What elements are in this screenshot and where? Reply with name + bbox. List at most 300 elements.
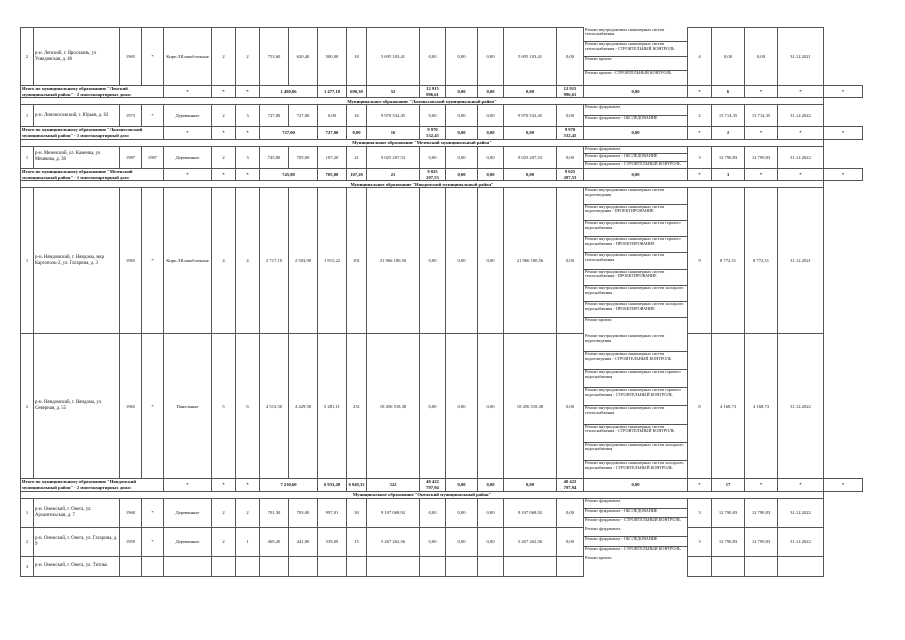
- house-s3: 500,00: [318, 28, 347, 86]
- subtotal-area-total: 727,00: [260, 127, 318, 139]
- work-type-item: Ремонт внутридомовых инженерных систем холодного водоснабжения: [584, 286, 687, 302]
- house-u1: 0,00: [712, 28, 745, 86]
- house-c4: 0,00: [478, 105, 504, 127]
- house-date: 31.12.2022: [778, 105, 824, 127]
- municipality-title: Муниципальное образование "Няндомский муниципальный район": [21, 181, 824, 188]
- house-mat: Кирп./Шлакоблочные: [164, 188, 212, 334]
- house-y1: 1987: [120, 146, 142, 168]
- subtotal-area-total: 7 230,60: [260, 479, 318, 491]
- work-type-item: Ремонт внутридомовых инженерных систем водоотведения: [584, 334, 687, 352]
- subtotal-c4: 0,00: [504, 127, 557, 139]
- house-date: 31.12.2022: [778, 498, 824, 527]
- house-res: 231: [347, 334, 367, 479]
- subtotal-u2: *: [778, 86, 824, 98]
- house-c3: 0,00: [446, 146, 478, 168]
- house-c3: 0,00: [446, 188, 478, 334]
- subtotal-c6: 0,00: [584, 127, 688, 139]
- subtotal-c4: 0,00: [504, 86, 557, 98]
- house-c2: 0,00: [420, 188, 446, 334]
- house-y2: *: [142, 334, 164, 479]
- house-date: 31.12.2022: [778, 527, 824, 556]
- work-type-item: Ремонт внутридомовых инженерных систем холодного водоснабжения - СТРОИТЕЛЬНЫЙ КОНТРОЛЬ: [585, 460, 684, 470]
- house-u2: 12 790,83: [745, 498, 778, 527]
- house-fl: 2: [212, 28, 236, 86]
- work-type-item: Ремонт внутридомовых инженерных систем горячего водоснабжения: [584, 221, 687, 237]
- house-s2: 2 503,90: [289, 188, 318, 334]
- work-types-cell: [584, 28, 688, 86]
- house-c2: 0,00: [420, 334, 446, 479]
- house-y1: 1965: [120, 334, 142, 479]
- subtotal-res: 52: [367, 86, 420, 98]
- subtotal-row: [21, 127, 863, 139]
- house-u1: [712, 556, 745, 576]
- house-mat: Деревянные: [164, 498, 212, 527]
- house-fl: [212, 556, 236, 576]
- house-u2: 4 168,73: [745, 334, 778, 479]
- house-q: 9: [688, 188, 712, 334]
- house-c4: [478, 556, 504, 576]
- house-c3: 0,00: [446, 105, 478, 127]
- work-type-item: Ремонт внутридомовых инженерных систем водоотведения - ПРОЕКТИРОВАНИЕ: [584, 205, 687, 221]
- house-s2: 705,00: [289, 146, 318, 168]
- subtotal-res: 16: [367, 127, 420, 139]
- subtotal-u2: *: [778, 168, 824, 180]
- house-c5: 9 025 207,53: [504, 146, 557, 168]
- house-ent: 3: [236, 146, 260, 168]
- subtotal-area-total: 745,80: [260, 168, 318, 180]
- house-c5: 21 966 180,56: [504, 188, 557, 334]
- row-number: 1: [21, 105, 34, 127]
- house-c6: [557, 556, 584, 576]
- row-number: 1: [21, 188, 34, 334]
- house-address: р-н. Ломоносовский, г. Юрьев, д. 62: [34, 105, 120, 127]
- subtotal-u2: *: [778, 479, 824, 491]
- house-y2: 1987: [142, 146, 164, 168]
- house-date: 31.12.2022: [778, 146, 824, 168]
- subtotal-c3: 0,00: [478, 479, 504, 491]
- house-ent: 2: [236, 28, 260, 86]
- house-y2: *: [142, 188, 164, 334]
- house-s3: 107,20: [318, 146, 347, 168]
- work-type-item: Ремонт фундамента - ОБСЛЕДОВАНИЕ: [584, 509, 687, 519]
- house-c3: 0,00: [446, 498, 478, 527]
- subtotal-c1: 9 025 207,53: [420, 168, 446, 180]
- work-type-item: Ремонт фундамента: [584, 527, 687, 537]
- house-address: р-н. Мезенский, ул. Каменка, ул Мешкова, д. 38: [34, 146, 120, 168]
- work-type-item: Ремонт внутридомовых инженерных систем теплоснабжения: [584, 28, 687, 43]
- work-type-item: Ремонт кровли - СТРОИТЕЛЬНЫЙ КОНТРОЛЬ: [585, 71, 672, 75]
- house-y2: *: [142, 105, 164, 127]
- subtotal-y1: *: [164, 168, 212, 180]
- work-type-item: Ремонт фундамента: [584, 499, 687, 509]
- house-c3: 0,00: [446, 334, 478, 479]
- subtotal-y2: *: [212, 127, 236, 139]
- house-ent: 1: [236, 527, 260, 556]
- house-q: 8: [688, 334, 712, 479]
- subtotal-c6: 0,00: [584, 86, 688, 98]
- house-c2: 0,00: [420, 28, 446, 86]
- house-u2: 8 772,51: [745, 188, 778, 334]
- work-type-item: Ремонт внутридомовых инженерных систем водоотведения: [584, 188, 687, 204]
- house-c1: 21 966 180,56: [367, 188, 420, 334]
- subtotal-u1: *: [745, 479, 778, 491]
- subtotal-label: Итого по муниципальному образованию "Няндомский муниципальный район" - 2 многоквартирных дома:: [21, 479, 164, 491]
- house-s2: 441,80: [289, 527, 318, 556]
- house-c4: 0,00: [478, 334, 504, 479]
- subtotal-c1: 40 422 797,94: [420, 479, 446, 491]
- house-row: [21, 527, 863, 556]
- house-fl: 2: [212, 527, 236, 556]
- house-s3: 0,00: [318, 105, 347, 127]
- municipality-header-row: [21, 181, 863, 188]
- subtotal-c5: 9 025 207,53: [557, 168, 584, 180]
- house-u1: 12 790,83: [712, 527, 745, 556]
- house-s2: 620,40: [289, 28, 318, 86]
- house-s2: [289, 556, 318, 576]
- house-q: 3: [688, 146, 712, 168]
- house-c4: 0,00: [478, 527, 504, 556]
- house-s1: 745,80: [260, 146, 289, 168]
- work-type-item: Ремонт внутридомовых инженерных систем теплоснабжения - СТРОИТЕЛЬНЫЙ КОНТРОЛЬ: [584, 42, 687, 57]
- subtotal-s2: 6 933,48: [318, 479, 347, 491]
- work-types-cell: [584, 105, 688, 127]
- house-mat: Деревянные: [164, 146, 212, 168]
- subtotal-u2: *: [778, 127, 824, 139]
- subtotal-w: *: [688, 86, 712, 98]
- subtotal-label: Итого по муниципальному образованию "Мезенский муниципальный район" - 1 многоквартирный дом:: [21, 168, 164, 180]
- municipality-header-row: [21, 491, 863, 498]
- municipality-title: Муниципальное образование "Онежский муниципальный район": [21, 491, 824, 498]
- subtotal-q: 6: [712, 86, 745, 98]
- subtotal-c1: 12 915 996,61: [420, 86, 446, 98]
- house-q: 3: [688, 498, 712, 527]
- house-c6: 0,00: [557, 105, 584, 127]
- subtotal-u1: *: [745, 86, 778, 98]
- house-c2: 0,00: [420, 498, 446, 527]
- subtotal-w: *: [688, 479, 712, 491]
- row-number: 1: [21, 146, 34, 168]
- subtotal-c3: 0,00: [478, 86, 504, 98]
- subtotal-date: *: [824, 127, 863, 139]
- house-s3: 539,09: [318, 527, 347, 556]
- row-number: 2: [21, 334, 34, 479]
- house-c1: 9 107 068,92: [367, 498, 420, 527]
- house-c3: 0,00: [446, 28, 478, 86]
- house-c6: 0,00: [557, 188, 584, 334]
- house-u1: 8 772,51: [712, 188, 745, 334]
- house-c1: 5 267 262,56: [367, 527, 420, 556]
- house-address: р-н. Ленский, г. Ярославль, ул Усведовская, д. 46: [34, 28, 120, 86]
- house-y1: [120, 556, 142, 576]
- house-c4: 0,00: [478, 188, 504, 334]
- house-c1: 5 695 103,41: [367, 28, 420, 86]
- house-c1: 9 970 532,45: [367, 105, 420, 127]
- subtotal-s3: 107,20: [347, 168, 367, 180]
- house-y2: [142, 556, 164, 576]
- house-c4: 0,00: [478, 498, 504, 527]
- row-number: 1: [21, 498, 34, 527]
- subtotal-s2: 705,00: [318, 168, 347, 180]
- house-ent: 2: [236, 498, 260, 527]
- house-s3: 5 281,11: [318, 334, 347, 479]
- house-mat: Деревянные: [164, 105, 212, 127]
- house-s2: 727,00: [289, 105, 318, 127]
- house-ent: 6: [236, 334, 260, 479]
- house-c2: [420, 556, 446, 576]
- subtotal-mat: *: [236, 168, 260, 180]
- house-s1: 753,60: [260, 28, 289, 86]
- house-s3: [318, 556, 347, 576]
- subtotal-w: *: [688, 168, 712, 180]
- subtotal-y1: *: [164, 127, 212, 139]
- house-res: [347, 556, 367, 576]
- house-row: [21, 146, 863, 168]
- house-q: 3: [688, 527, 712, 556]
- house-s1: 2 717,10: [260, 188, 289, 334]
- house-u1: 12 790,83: [712, 498, 745, 527]
- house-address: р-н. Онежский, г. Онега, ул. Архангельская, д. 7: [34, 498, 120, 527]
- subtotal-c3: 0,00: [478, 168, 504, 180]
- house-row: [21, 105, 863, 127]
- house-c5: 5 695 103,41: [504, 28, 557, 86]
- house-c5: 18 456 518,38: [504, 334, 557, 479]
- house-res: 30: [347, 498, 367, 527]
- municipality-header-row: [21, 139, 863, 146]
- house-y1: 1973: [120, 105, 142, 127]
- subtotal-row: [21, 168, 863, 180]
- row-number: 3: [21, 556, 34, 576]
- house-c4: 0,00: [478, 146, 504, 168]
- subtotal-mat: *: [236, 127, 260, 139]
- house-res: 15: [347, 527, 367, 556]
- subtotal-q: 17: [712, 479, 745, 491]
- subtotal-c1: 9 970 532,45: [420, 127, 446, 139]
- subtotal-mat: *: [236, 86, 260, 98]
- house-y1: 1965: [120, 28, 142, 86]
- subtotal-res: 21: [367, 168, 420, 180]
- municipality-title: Муниципальное образование "Ломоносовский муниципальный район": [21, 98, 824, 105]
- house-address: р-н. Онежский, г. Онега, ул. Титова: [34, 556, 120, 576]
- house-c1: 18 456 518,38: [367, 334, 420, 479]
- house-c1: 9 025 207,53: [367, 146, 420, 168]
- subtotal-y2: *: [212, 479, 236, 491]
- subtotal-u1: *: [745, 168, 778, 180]
- house-row: [21, 334, 863, 479]
- work-type-item: Ремонт внутридомовых инженерных систем горячего водоснабжения - ПРОЕКТИРОВАНИЕ: [584, 237, 687, 253]
- subtotal-area-total: 1 480,06: [260, 86, 318, 98]
- subtotal-c3: 0,00: [478, 127, 504, 139]
- house-y1: 1950: [120, 527, 142, 556]
- house-c2: 0,00: [420, 146, 446, 168]
- house-c5: 5 267 262,56: [504, 527, 557, 556]
- subtotal-c5: 40 422 797,94: [557, 479, 584, 491]
- house-s3: 1 815,22: [318, 188, 347, 334]
- subtotal-c4: 0,00: [504, 479, 557, 491]
- work-types-cell: [584, 334, 688, 479]
- house-q: [688, 556, 712, 576]
- subtotal-q: 2: [712, 127, 745, 139]
- house-u1: 12 790,83: [712, 146, 745, 168]
- subtotal-date: *: [824, 168, 863, 180]
- house-c5: [504, 556, 557, 576]
- subtotal-row: [21, 479, 863, 491]
- house-row: [21, 28, 863, 86]
- subtotal-res: 322: [367, 479, 420, 491]
- subtotal-c4: 0,00: [504, 168, 557, 180]
- house-mat: [164, 556, 212, 576]
- work-type-item: Ремонт фундамента - СТРОИТЕЛЬНЫЙ КОНТРОЛЬ: [585, 518, 681, 523]
- work-type-item: Ремонт фундамента - СТРОИТЕЛЬНЫЙ КОНТРОЛЬ: [585, 546, 681, 551]
- repair-program-table: [20, 27, 863, 577]
- house-s1: [260, 556, 289, 576]
- house-c3: [446, 556, 478, 576]
- municipality-title: Муниципальное образование "Мезенский муниципальный район": [21, 139, 824, 146]
- house-ent: [236, 556, 260, 576]
- work-type-item: Ремонт внутридомовых инженерных систем теплоснабжения: [584, 253, 687, 269]
- subtotal-c2: 0,00: [446, 168, 478, 180]
- subtotal-s3: 690,30: [347, 86, 367, 98]
- house-u1: 4 168,73: [712, 334, 745, 479]
- house-ent: 4: [236, 188, 260, 334]
- house-res: 101: [347, 188, 367, 334]
- house-s1: 469,20: [260, 527, 289, 556]
- house-mat: Деревянные: [164, 527, 212, 556]
- work-type-item: Ремонт фундамента - СТРОИТЕЛЬНЫЙ КОНТРОЛЬ: [585, 161, 681, 166]
- house-fl: 2: [212, 105, 236, 127]
- work-type-item: Ремонт внутридомовых инженерных систем теплоснабжения - ПРОЕКТИРОВАНИЕ: [584, 270, 687, 286]
- subtotal-y2: *: [212, 168, 236, 180]
- work-type-item: Ремонт кровли: [585, 556, 612, 561]
- register-document: [20, 27, 863, 640]
- work-type-item: Ремонт фундамента: [584, 105, 687, 116]
- house-c5: 9 970 532,45: [504, 105, 557, 127]
- work-types-cell: [584, 527, 688, 556]
- subtotal-c5: 12 915 996,61: [557, 86, 584, 98]
- house-c6: 0,00: [557, 146, 584, 168]
- row-number: 2: [21, 527, 34, 556]
- house-s2: 703,00: [289, 498, 318, 527]
- house-u2: 13 714,35: [745, 105, 778, 127]
- subtotal-s3: 0,00: [347, 127, 367, 139]
- subtotal-date: *: [824, 479, 863, 491]
- house-res: 18: [347, 28, 367, 86]
- subtotal-y1: *: [164, 86, 212, 98]
- subtotal-y2: *: [212, 86, 236, 98]
- house-address: р-н. Няндомский, г. Няндома, мкр Каргополь-2, ул. Гагарина, д. 3: [34, 188, 120, 334]
- subtotal-mat: *: [236, 479, 260, 491]
- subtotal-c6: 0,00: [584, 168, 688, 180]
- house-s1: 701,30: [260, 498, 289, 527]
- house-y2: *: [142, 498, 164, 527]
- subtotal-c5: 9 970 532,45: [557, 127, 584, 139]
- subtotal-c2: 0,00: [446, 86, 478, 98]
- house-fl: 2: [212, 146, 236, 168]
- subtotal-u1: *: [745, 127, 778, 139]
- house-date: 31.12.2021: [778, 188, 824, 334]
- subtotal-label: Итого по муниципальному образованию "Ленский муниципальный район" - 2 многоквартирных дома:: [21, 86, 164, 98]
- subtotal-y1: *: [164, 479, 212, 491]
- house-c6: 0,00: [557, 334, 584, 479]
- work-type-item: Ремонт кровли: [584, 57, 687, 72]
- house-address: р-н. Няндомский, г. Няндома, ул. Северная, д. 55: [34, 334, 120, 479]
- house-s3: 997,01: [318, 498, 347, 527]
- house-s2: 4 429,58: [289, 334, 318, 479]
- subtotal-w: *: [688, 127, 712, 139]
- house-c1: [367, 556, 420, 576]
- work-type-item: Ремонт фундамента - ОБСЛЕДОВАНИЕ: [584, 154, 687, 161]
- house-u2: 12 790,83: [745, 527, 778, 556]
- subtotal-s3: 6 949,33: [347, 479, 367, 491]
- house-c2: 0,00: [420, 105, 446, 127]
- municipality-header-row: [21, 98, 863, 105]
- house-fl: 4: [212, 188, 236, 334]
- work-type-item: Ремонт фундамента: [584, 147, 687, 154]
- house-q: 2: [688, 105, 712, 127]
- house-mat: Кирп./Шлакоблочные: [164, 28, 212, 86]
- subtotal-q: 3: [712, 168, 745, 180]
- house-address: р-н. Онежский, г. Онега, ул. Гагарина, д. 9: [34, 527, 120, 556]
- house-c6: 0,00: [557, 498, 584, 527]
- subtotal-c6: 0,00: [584, 479, 688, 491]
- house-row: [21, 498, 863, 527]
- house-s1: 727,00: [260, 105, 289, 127]
- house-fl: 2: [212, 498, 236, 527]
- house-mat: Панельные: [164, 334, 212, 479]
- house-u2: 12 790,83: [745, 146, 778, 168]
- work-type-item: Ремонт фундамента - ОБСЛЕДОВАНИЕ: [585, 116, 658, 121]
- house-s1: 4 513,50: [260, 334, 289, 479]
- subtotal-c2: 0,00: [446, 127, 478, 139]
- house-c4: 0,00: [478, 28, 504, 86]
- house-row: [21, 556, 863, 576]
- house-y2: *: [142, 28, 164, 86]
- house-q: 4: [688, 28, 712, 86]
- row-number: 2: [21, 28, 34, 86]
- house-c2: 0,00: [420, 527, 446, 556]
- house-c5: 9 107 068,92: [504, 498, 557, 527]
- work-type-item: Ремонт внутридомовых инженерных систем теплоснабжения - СТРОИТЕЛЬНЫЙ КОНТРОЛЬ: [584, 425, 687, 443]
- house-c6: 0,00: [557, 28, 584, 86]
- work-types-cell: [584, 556, 688, 576]
- work-types-cell: [584, 188, 688, 334]
- work-types-cell: [584, 498, 688, 527]
- house-c3: 0,00: [446, 527, 478, 556]
- work-type-item: Ремонт внутридомовых инженерных систем теплоснабжения: [584, 406, 687, 424]
- subtotal-date: *: [824, 86, 863, 98]
- subtotal-c2: 0,00: [446, 479, 478, 491]
- work-type-item: Ремонт внутридомовых инженерных систем холодного водоснабжения: [584, 443, 687, 461]
- work-type-item: Ремонт внутридомовых инженерных систем холодного водоснабжения - ПРОЕКТИРОВАНИЕ: [584, 302, 687, 318]
- work-type-item: Ремонт кровли: [585, 318, 612, 323]
- work-type-item: Ремонт фундамента - ОБСЛЕДОВАНИЕ: [584, 537, 687, 547]
- subtotal-s2: 1 477,10: [318, 86, 347, 98]
- work-type-item: Ремонт внутридомовых инженерных систем горячего водоснабжения: [584, 370, 687, 388]
- subtotal-label: Итого по муниципальному образованию "Ломоносовский муниципальный район" - 1 многоквартирный дом:: [21, 127, 164, 139]
- house-row: [21, 188, 863, 334]
- house-ent: 3: [236, 105, 260, 127]
- house-u2: [745, 556, 778, 576]
- work-types-cell: [584, 146, 688, 168]
- subtotal-row: [21, 86, 863, 98]
- house-res: 16: [347, 105, 367, 127]
- house-fl: 5: [212, 334, 236, 479]
- house-date: 31.12.2022: [778, 334, 824, 479]
- house-u2: 0,00: [745, 28, 778, 86]
- subtotal-s2: 727,00: [318, 127, 347, 139]
- house-u1: 13 714,35: [712, 105, 745, 127]
- house-y2: *: [142, 527, 164, 556]
- house-y1: 1965: [120, 188, 142, 334]
